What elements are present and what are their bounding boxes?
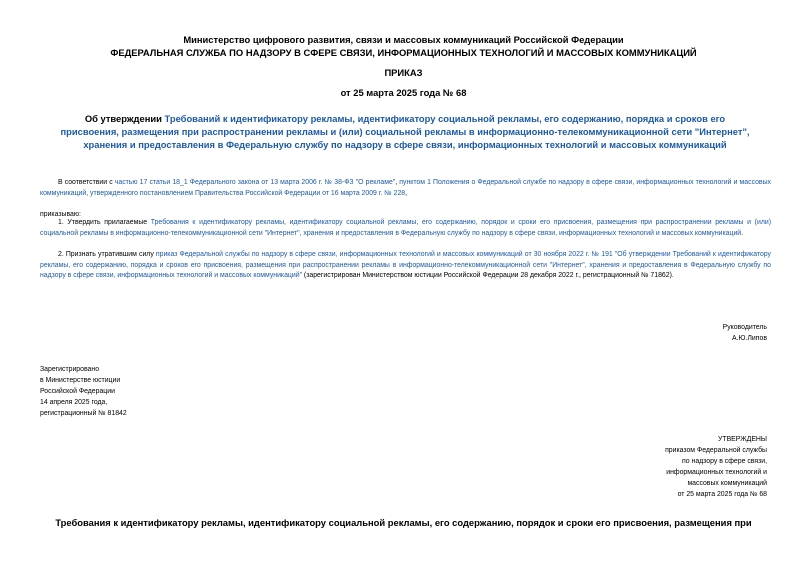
approved-line-2: приказом Федеральной службы: [665, 447, 767, 454]
registration-block: [40, 364, 127, 419]
signature-block: [723, 322, 767, 344]
doc-type: ПРИКАЗ: [384, 67, 423, 78]
law-link[interactable]: частью 17 статьи 18_1 Федерального закона от 13 марта 2006 г. № 38-ФЗ "О рекламе": [114, 179, 396, 186]
p3-prefix: 1. Утвердить прилагаемые: [58, 219, 151, 226]
approved-line-4: информационных технологий и: [666, 469, 767, 476]
requirements-heading: Требования к идентификатору рекламы, идентификатору социальной рекламы, его содержанию, порядок и сроки его присвоения, размещения при: [55, 517, 752, 528]
paragraph-2: [40, 250, 771, 282]
p3-suffix: .: [741, 229, 744, 237]
title-prefix: Об утверждении: [84, 113, 165, 124]
reg-line-2: в Министерстве юстиции: [40, 377, 121, 384]
approved-line-3: по надзору в сфере связи,: [682, 458, 767, 465]
doc-title: [55, 112, 755, 151]
doc-date-number: от 25 марта 2025 года № 68: [340, 87, 467, 98]
p1-suffix: ,: [405, 189, 408, 197]
reg-line-1: Зарегистрировано: [40, 366, 100, 373]
approved-line-6: от 25 марта 2025 года № 68: [677, 491, 767, 498]
paragraph-basis: [40, 178, 771, 199]
old-order-link[interactable]: приказ Федеральной службы по надзору в сфере связи, информационных технологий и массовых коммуникаций от 30 ноября 2022 г. № 191 "Об утверждении Требований к идентификатору рекламы, его содержанию, порядка и сроков его присвоения, размещения при распространении рекламы в информационно-телекоммуникационной сети "Интернет", хранения и предоставления в Федеральную службу по надзору в сфере связи, информационных технологий и массовых коммуникаций": [40, 251, 771, 279]
approved-line-5: массовых коммуникаций: [687, 480, 767, 487]
service-name: ФЕДЕРАЛЬНАЯ СЛУЖБА ПО НАДЗОРУ В СФЕРЕ СВЯЗИ, ИНФОРМАЦИОННЫХ ТЕХНОЛОГИЙ И МАССОВЫХ КОММУНИКАЦИЙ: [110, 47, 697, 58]
paragraph-1: [40, 218, 771, 239]
requirements-link[interactable]: Требования к идентификатору рекламы, идентификатору социальной рекламы, его содержанию, порядок и сроки его присвоения, размещения при распространении рекламы и (или) социальной рекламы в информационно-телекоммуникационной сети "Интернет", хранения и предоставления в Федеральную службу по надзору в сфере связи, информационных технологий и массовых коммуникаций: [40, 219, 771, 237]
order-word: приказываю:: [40, 211, 81, 218]
p4-suffix: (зарегистрирован Министерством юстиции Российской Федерации 28 декабря 2022 г., регистрационный № 71862).: [302, 272, 674, 279]
reg-line-3: Российской Федерации: [40, 388, 115, 395]
signer-role: Руководитель: [722, 324, 767, 331]
approved-line-1: УТВЕРЖДЕНЫ: [718, 436, 767, 443]
title-link[interactable]: Требований к идентификатору рекламы, идентификатору социальной рекламы, его содержанию, порядка и сроков его присвоения, размещения при распространении рекламы и (или) социальной рекламы в информационно-телекоммуникационной сети "Интернет", хранения и предоставления в Федеральную службу по надзору в сфере связи, информационных технологий и массовых коммуникаций: [60, 113, 750, 150]
p1-mid: ,: [395, 179, 400, 186]
approved-block: [665, 434, 767, 500]
ministry-name: Министерство цифрового развития, связи и массовых коммуникаций Российской Федерации: [183, 34, 624, 45]
reg-line-4: 14 апреля 2025 года,: [40, 399, 108, 406]
p1-prefix: В соответствии с: [58, 179, 115, 186]
regulation-link[interactable]: пунктом 1 Положения о Федеральной службе по надзору в сфере связи, информационных технологий и массовых коммуникаций, утвержденного постановлением Правительства Российской Федерации от 16 марта 2009 г. № 228: [40, 179, 771, 197]
signer-name: А.Ю.Липов: [732, 335, 767, 342]
p4-prefix: 2. Признать утратившим силу: [58, 251, 156, 258]
reg-line-5: регистрационный № 81842: [40, 410, 127, 417]
